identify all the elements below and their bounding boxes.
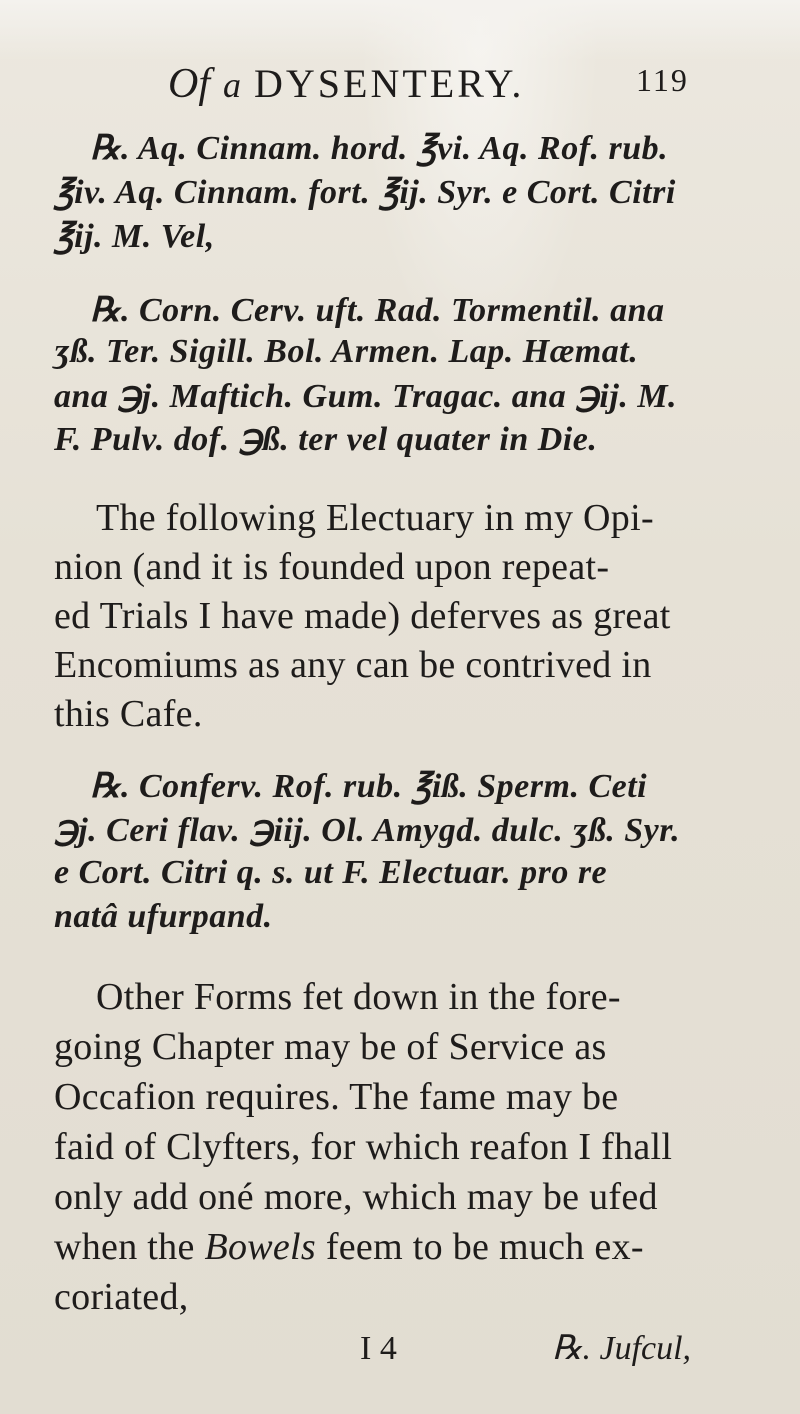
- recipe-2-line-4: F. Pulv. dof. ℈ß. ter vel quater in Die.: [54, 421, 598, 458]
- paragraph-2-line-6-start: when the: [54, 1226, 205, 1268]
- recipe-2-line-3: ana ℈j. Maftich. Gum. Tragac. ana ℈ij. M.: [54, 378, 678, 415]
- recipe-3-line-2: ℈j. Ceri flav. ℈iij. Ol. Amygd. dulc. ʒß. Syr.: [54, 812, 681, 849]
- paragraph-1-line-4: Encomiums as any can be contrived in: [54, 644, 652, 686]
- paragraph-2-line-2: going Chapter may be of Service as: [54, 1026, 607, 1068]
- paragraph-1-line-5: this Cafe.: [54, 693, 203, 735]
- paragraph-2-line-7: coriated,: [54, 1276, 189, 1318]
- recipe-2-line-2: ʒß. Ter. Sigill. Bol. Armen. Lap. Hæmat.: [54, 333, 639, 370]
- recipe-3-line-4: natâ ufurpand.: [54, 898, 273, 935]
- recipe-1-line-3: ℥ij. M. Vel,: [54, 218, 215, 255]
- paragraph-2-line-5: only add oné more, which may be ufed: [54, 1176, 658, 1218]
- page-top-edge: [0, 0, 800, 60]
- recipe-2-line-1: ℞. Corn. Cerv. uft. Rad. Tormentil. ana: [90, 292, 665, 329]
- signature-mark: I 4: [360, 1330, 397, 1367]
- page-number: 119: [636, 62, 689, 98]
- paragraph-1-line-2: nion (and it is founded upon repeat-: [54, 546, 610, 588]
- running-head: [0, 60, 800, 120]
- paragraph-2-line-6-italic: Bowels: [204, 1226, 317, 1268]
- running-title-word: DYSENTERY.: [254, 61, 525, 106]
- running-title-of: Of: [168, 61, 210, 107]
- recipe-1-line-1: ℞. Aq. Cinnam. hord. ℥vi. Aq. Rof. rub.: [90, 130, 669, 167]
- catchword: ℞. Jufcul,: [552, 1330, 692, 1367]
- running-title: [168, 60, 524, 108]
- paragraph-2-line-4: faid of Clyfters, for which reafon I fhall: [54, 1126, 673, 1168]
- recipe-3-line-3: e Cort. Citri q. s. ut F. Electuar. pro re: [54, 854, 608, 891]
- paragraph-2-line-6-end: feem to be much ex-: [316, 1226, 644, 1268]
- running-title-a: a: [223, 65, 241, 105]
- paragraph-2-line-6: [54, 1225, 644, 1269]
- paragraph-2-line-1: Other Forms fet down in the fore-: [96, 976, 621, 1018]
- paragraph-2-line-3: Occafion requires. The fame may be: [54, 1076, 619, 1118]
- paragraph-1-line-1: The following Electuary in my Opi-: [96, 497, 654, 539]
- recipe-1-line-2: ℥iv. Aq. Cinnam. fort. ℥ij. Syr. e Cort. Citri: [54, 174, 676, 211]
- recipe-3-line-1: ℞. Conferv. Rof. rub. ℥iß. Sperm. Ceti: [90, 768, 648, 805]
- paragraph-1-line-3: ed Trials I have made) deferves as great: [54, 595, 671, 637]
